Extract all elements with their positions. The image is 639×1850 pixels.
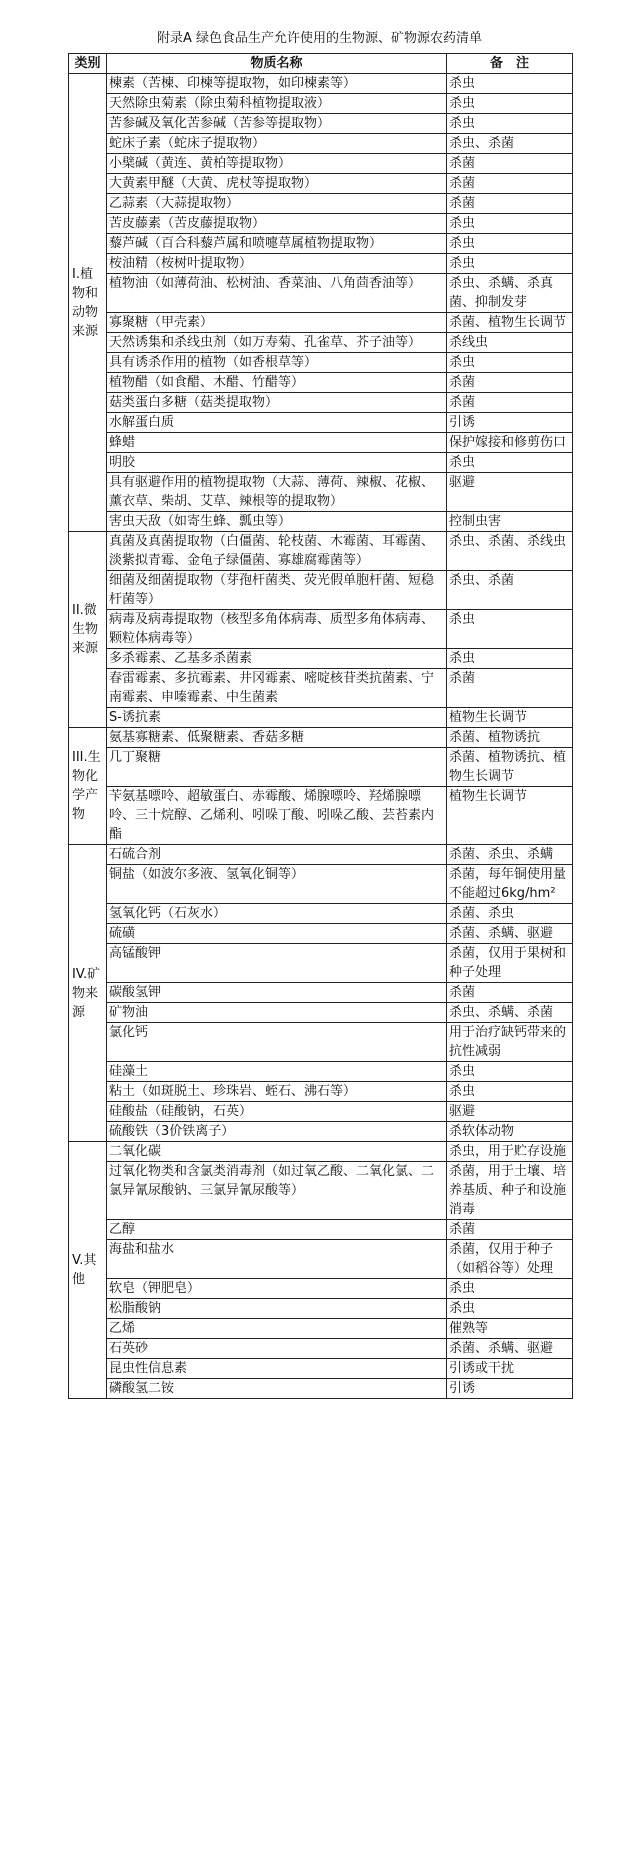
table-row [69, 845, 573, 865]
note-cell: 植物生长调节 [447, 787, 573, 845]
note-cell: 杀菌、杀螨、驱避 [447, 1339, 573, 1359]
note-cell: 杀虫 [447, 94, 573, 114]
substance-name-cell: 硅藻土 [107, 1062, 447, 1082]
table-row [69, 1082, 573, 1102]
table-row [69, 393, 573, 413]
substance-name-cell: 氨基寡糖素、低聚糖素、香菇多糖 [107, 728, 447, 748]
substance-name-cell: 苦参碱及氧化苦参碱（苦参等提取物） [107, 114, 447, 134]
table-row [69, 1062, 573, 1082]
table-row [69, 983, 573, 1003]
note-cell: 杀虫、杀螨、杀菌 [447, 1003, 573, 1023]
table-row [69, 1279, 573, 1299]
table-row [69, 134, 573, 154]
note-cell: 杀线虫 [447, 333, 573, 353]
note-cell: 植物生长调节 [447, 708, 573, 728]
note-cell: 杀菌 [447, 174, 573, 194]
table-header-row [69, 54, 573, 74]
substance-name-cell: 具有驱避作用的植物提取物（大蒜、薄荷、辣椒、花椒、薰衣草、柴胡、艾草、辣根等的提取物） [107, 473, 447, 512]
substance-name-cell: 硫磺 [107, 924, 447, 944]
category-cell [69, 532, 107, 728]
note-cell: 杀菌，仅用于果树和种子处理 [447, 944, 573, 983]
substance-name-cell: 铜盐（如波尔多液、氢氧化铜等） [107, 865, 447, 904]
table-row [69, 1102, 573, 1122]
table-row [69, 708, 573, 728]
note-cell: 杀菌 [447, 1220, 573, 1240]
note-cell: 杀虫 [447, 610, 573, 649]
table-row [69, 313, 573, 333]
note-cell: 杀虫 [447, 649, 573, 669]
table-row [69, 473, 573, 512]
substance-name-cell: 蜂蜡 [107, 433, 447, 453]
note-cell: 杀菌，仅用于种子（如稻谷等）处理 [447, 1240, 573, 1279]
table-row [69, 904, 573, 924]
category-label: V.其他 [72, 1253, 97, 1287]
header-category: 类别 [69, 54, 107, 74]
substance-name-cell: 小檗碱（黄连、黄柏等提取物） [107, 154, 447, 174]
substance-name-cell: S-诱抗素 [107, 708, 447, 728]
note-cell: 用于治疗缺钙带来的抗性减弱 [447, 1023, 573, 1062]
pesticide-table [68, 53, 573, 1399]
substance-name-cell: 磷酸氢二铵 [107, 1379, 447, 1399]
note-cell: 杀虫、杀菌 [447, 571, 573, 610]
table-row [69, 748, 573, 787]
header-note: 备 注 [447, 54, 573, 74]
note-cell: 杀菌 [447, 669, 573, 708]
category-label: I.植物和动物来源 [72, 266, 99, 339]
note-cell: 杀虫 [447, 254, 573, 274]
substance-name-cell: 病毒及病毒提取物（核型多角体病毒、质型多角体病毒、颗粒体病毒等） [107, 610, 447, 649]
category-label: IV.矿物来源 [72, 966, 101, 1020]
table-row [69, 453, 573, 473]
note-cell: 保护嫁接和修剪伤口 [447, 433, 573, 453]
table-row [69, 234, 573, 254]
note-cell: 杀虫、杀螨、杀真菌、抑制发芽 [447, 274, 573, 313]
substance-name-cell: 苄氨基嘌呤、超敏蛋白、赤霉酸、烯腺嘌呤、羟烯腺嘌呤、三十烷醇、乙烯利、吲哚丁酸、吲哚乙酸、芸苔素内酯 [107, 787, 447, 845]
note-cell: 引诱 [447, 413, 573, 433]
note-cell: 杀虫 [447, 214, 573, 234]
substance-name-cell: 菇类蛋白多糖（菇类提取物） [107, 393, 447, 413]
note-cell: 杀虫，用于贮存设施 [447, 1142, 573, 1162]
note-cell: 杀虫 [447, 74, 573, 94]
table-row [69, 1162, 573, 1220]
document-title: 附录A 绿色食品生产允许使用的生物源、矿物源农药清单 [156, 31, 483, 46]
substance-name-cell: 楝素（苦楝、印楝等提取物，如印楝素等） [107, 74, 447, 94]
substance-name-cell: 明胶 [107, 453, 447, 473]
substance-name-cell: 水解蛋白质 [107, 413, 447, 433]
note-cell: 杀虫 [447, 1062, 573, 1082]
note-cell: 催熟等 [447, 1319, 573, 1339]
substance-name-cell: 细菌及细菌提取物（芽孢杆菌类、荧光假单胞杆菌、短稳杆菌等） [107, 571, 447, 610]
note-cell: 杀菌 [447, 373, 573, 393]
table-row [69, 649, 573, 669]
note-cell: 杀菌，每年铜使用量不能超过6kg/hm² [447, 865, 573, 904]
note-cell: 控制虫害 [447, 512, 573, 532]
substance-name-cell: 天然除虫菊素（除虫菊科植物提取液） [107, 94, 447, 114]
substance-name-cell: 春雷霉素、多抗霉素、井冈霉素、嘧啶核苷类抗菌素、宁南霉素、申嗪霉素、中生菌素 [107, 669, 447, 708]
substance-name-cell: 高锰酸钾 [107, 944, 447, 983]
note-cell: 杀虫 [447, 114, 573, 134]
table-row [69, 1339, 573, 1359]
table-row [69, 114, 573, 134]
table-row [69, 413, 573, 433]
note-cell: 杀菌、杀螨、驱避 [447, 924, 573, 944]
category-cell [69, 74, 107, 532]
substance-name-cell: 藜芦碱（百合科藜芦属和喷嚏草属植物提取物） [107, 234, 447, 254]
substance-name-cell: 天然诱集和杀线虫剂（如万寿菊、孔雀草、芥子油等） [107, 333, 447, 353]
substance-name-cell: 硅酸盐（硅酸钠，石英） [107, 1102, 447, 1122]
note-cell: 驱避 [447, 473, 573, 512]
substance-name-cell: 乙烯 [107, 1319, 447, 1339]
table-row [69, 944, 573, 983]
note-cell: 杀虫 [447, 1082, 573, 1102]
table-row [69, 274, 573, 313]
substance-name-cell: 石硫合剂 [107, 845, 447, 865]
note-cell: 杀虫 [447, 453, 573, 473]
table-row [69, 571, 573, 610]
table-row [69, 532, 573, 571]
table-row [69, 194, 573, 214]
category-cell [69, 845, 107, 1142]
category-cell [69, 1142, 107, 1399]
substance-name-cell: 桉油精（桉树叶提取物） [107, 254, 447, 274]
table-row [69, 1220, 573, 1240]
category-cell [69, 728, 107, 845]
table-row [69, 1023, 573, 1062]
substance-name-cell: 乙醇 [107, 1220, 447, 1240]
table-row [69, 1003, 573, 1023]
table-row [69, 154, 573, 174]
substance-name-cell: 氯化钙 [107, 1023, 447, 1062]
table-row [69, 728, 573, 748]
substance-name-cell: 苦皮藤素（苦皮藤提取物） [107, 214, 447, 234]
table-row [69, 1240, 573, 1279]
table-row [69, 1122, 573, 1142]
note-cell: 杀虫 [447, 234, 573, 254]
substance-name-cell: 昆虫性信息素 [107, 1359, 447, 1379]
table-row [69, 512, 573, 532]
substance-name-cell: 多杀霉素、乙基多杀菌素 [107, 649, 447, 669]
substance-name-cell: 害虫天敌（如寄生蜂、瓢虫等） [107, 512, 447, 532]
substance-name-cell: 蛇床子素（蛇床子提取物） [107, 134, 447, 154]
note-cell: 杀软体动物 [447, 1122, 573, 1142]
substance-name-cell: 软皂（钾肥皂） [107, 1279, 447, 1299]
substance-name-cell: 粘土（如斑脱土、珍珠岩、蛭石、沸石等） [107, 1082, 447, 1102]
table-row [69, 94, 573, 114]
substance-name-cell: 乙蒜素（大蒜提取物） [107, 194, 447, 214]
note-cell: 杀菌、杀虫 [447, 904, 573, 924]
note-cell: 引诱或干扰 [447, 1359, 573, 1379]
header-substance-name: 物质名称 [107, 54, 447, 74]
note-cell: 杀虫、杀菌、杀线虫 [447, 532, 573, 571]
table-row [69, 174, 573, 194]
substance-name-cell: 氢氧化钙（石灰水） [107, 904, 447, 924]
table-row [69, 787, 573, 845]
table-row [69, 669, 573, 708]
table-row [69, 333, 573, 353]
note-cell: 杀菌 [447, 194, 573, 214]
substance-name-cell: 二氧化碳 [107, 1142, 447, 1162]
table-row [69, 1379, 573, 1399]
note-cell: 杀菌、杀虫、杀螨 [447, 845, 573, 865]
substance-name-cell: 几丁聚糖 [107, 748, 447, 787]
note-cell: 杀菌 [447, 154, 573, 174]
table-row [69, 74, 573, 94]
substance-name-cell: 真菌及真菌提取物（白僵菌、轮枝菌、木霉菌、耳霉菌、淡紫拟青霉、金龟子绿僵菌、寡雄腐霉菌等） [107, 532, 447, 571]
table-row [69, 610, 573, 649]
table-body [69, 74, 573, 1399]
table-row [69, 924, 573, 944]
table-row [69, 214, 573, 234]
table-row [69, 865, 573, 904]
table-row [69, 353, 573, 373]
table-row [69, 1359, 573, 1379]
substance-name-cell: 植物醋（如食醋、木醋、竹醋等） [107, 373, 447, 393]
note-cell: 杀虫 [447, 353, 573, 373]
category-label: II.微生物来源 [72, 603, 99, 656]
substance-name-cell: 大黄素甲醚（大黄、虎杖等提取物） [107, 174, 447, 194]
table-row [69, 254, 573, 274]
category-label: III.生物化学产物 [72, 750, 101, 822]
substance-name-cell: 海盐和盐水 [107, 1240, 447, 1279]
note-cell: 杀菌、植物生长调节 [447, 313, 573, 333]
substance-name-cell: 矿物油 [107, 1003, 447, 1023]
table-row [69, 433, 573, 453]
note-cell: 杀虫、杀菌 [447, 134, 573, 154]
substance-name-cell: 松脂酸钠 [107, 1299, 447, 1319]
note-cell: 杀虫 [447, 1279, 573, 1299]
table-row [69, 373, 573, 393]
note-cell: 杀虫 [447, 1299, 573, 1319]
note-cell: 杀菌、植物诱抗 [447, 728, 573, 748]
substance-name-cell: 过氧化物类和含氯类消毒剂（如过氧乙酸、二氧化氯、二氯异氰尿酸钠、三氯异氰尿酸等） [107, 1162, 447, 1220]
note-cell: 杀菌，用于土壤、培养基质、种子和设施消毒 [447, 1162, 573, 1220]
substance-name-cell: 植物油（如薄荷油、松树油、香菜油、八角茴香油等） [107, 274, 447, 313]
substance-name-cell: 具有诱杀作用的植物（如香根草等） [107, 353, 447, 373]
note-cell: 引诱 [447, 1379, 573, 1399]
note-cell: 驱避 [447, 1102, 573, 1122]
table-row [69, 1319, 573, 1339]
substance-name-cell: 碳酸氢钾 [107, 983, 447, 1003]
substance-name-cell: 石英砂 [107, 1339, 447, 1359]
substance-name-cell: 寡聚糖（甲壳素） [107, 313, 447, 333]
substance-name-cell: 硫酸铁（3价铁离子） [107, 1122, 447, 1142]
note-cell: 杀菌 [447, 393, 573, 413]
note-cell: 杀菌 [447, 983, 573, 1003]
table-row [69, 1142, 573, 1162]
note-cell: 杀菌、植物诱抗、植物生长调节 [447, 748, 573, 787]
table-row [69, 1299, 573, 1319]
